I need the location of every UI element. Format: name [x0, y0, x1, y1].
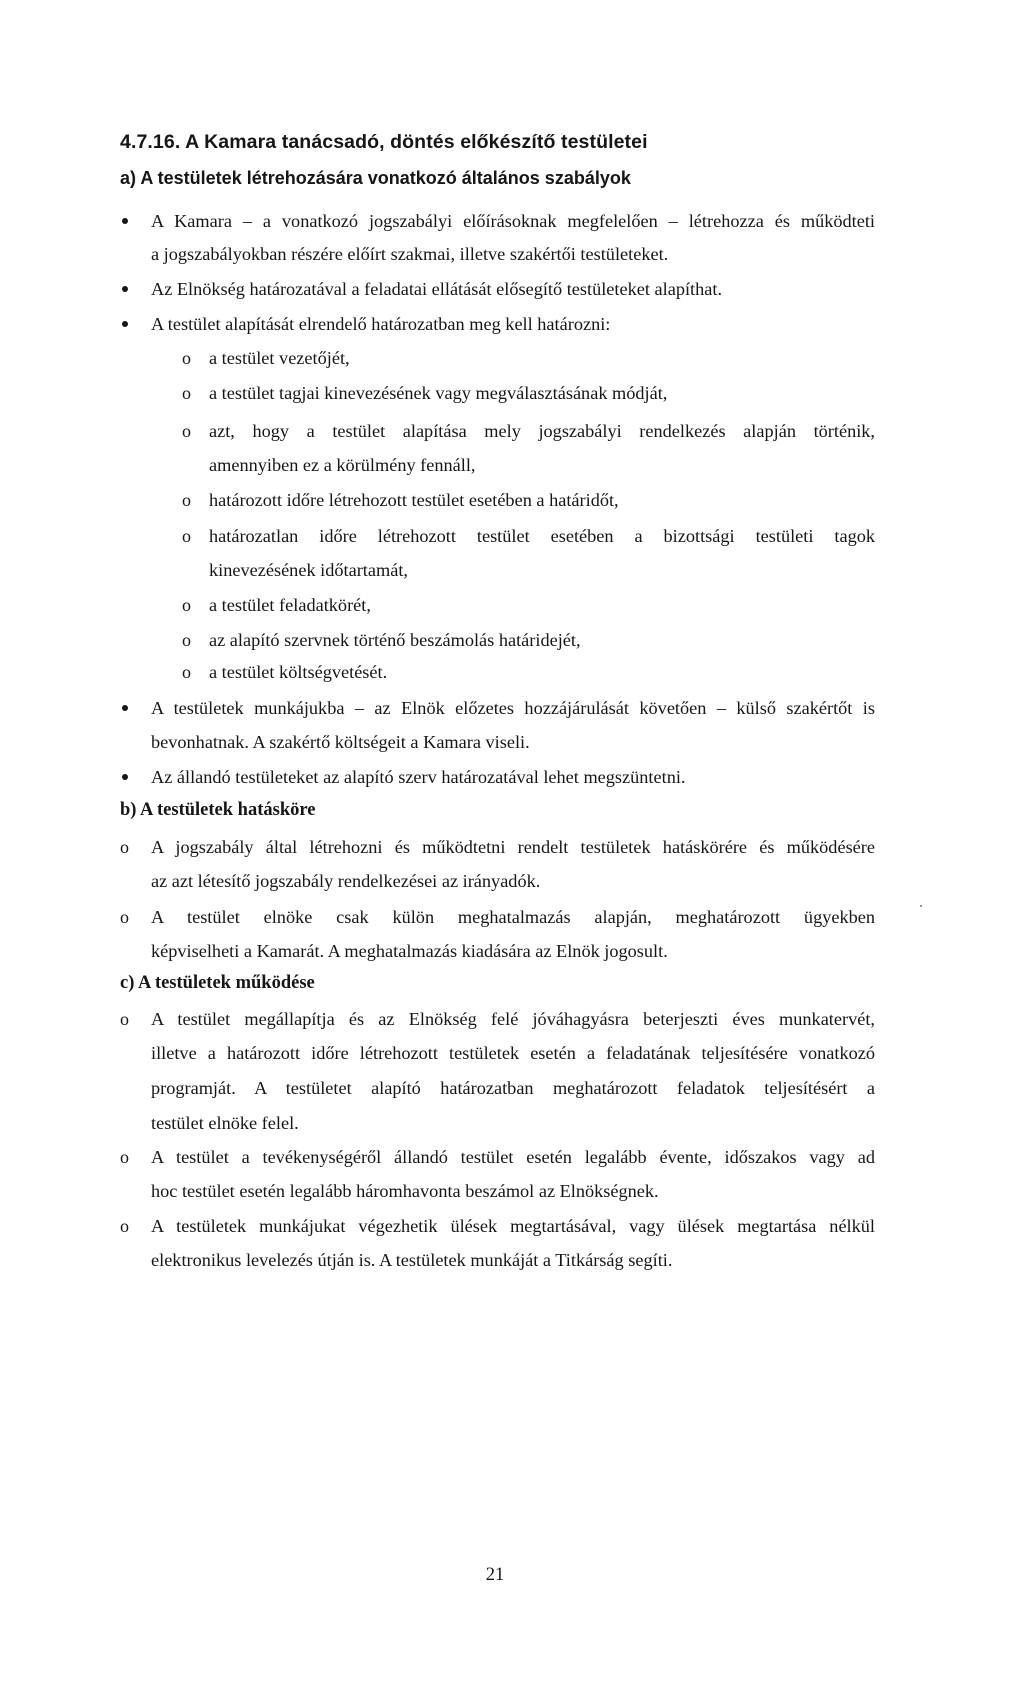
sub-bullet: o — [182, 421, 191, 441]
paragraph-line: Az Elnökség határozatával a feladatai ellátását elősegítő testületeket alapíthat. — [151, 279, 723, 299]
part-c-heading: c) A testületek működése — [120, 973, 315, 993]
list-item: az alapító szervnek történő beszámolás határidejét, — [209, 630, 581, 650]
bullet-dot — [122, 321, 128, 327]
sub-bullet: o — [120, 1147, 129, 1167]
list-item: azt, hogy a testület alapítása mely jogszabályi rendelkezés alapján történik, — [209, 421, 875, 441]
sub-bullet: o — [182, 630, 191, 650]
paragraph-line: az azt létesítő jogszabály rendelkezései az irányadók. — [151, 871, 541, 891]
paragraph-line: képviselheti a Kamarát. A meghatalmazás kiadására az Elnök jogosult. — [151, 941, 668, 961]
paragraph-line: Az állandó testületeket az alapító szerv határozatával lehet megszüntetni. — [151, 767, 686, 787]
part-a-heading: a) A testületek létrehozására vonatkozó általános szabályok — [120, 168, 631, 188]
list-item: határozott időre létrehozott testület esetében a határidőt, — [209, 490, 619, 510]
list-item: a testület feladatkörét, — [209, 595, 371, 615]
paragraph-line: A jogszabály által létrehozni és működtetni rendelt testületek hatáskörére és működésére — [151, 837, 875, 857]
paragraph-line: A Kamara – a vonatkozó jogszabályi előírásoknak megfelelően – létrehozza és működteti — [151, 211, 875, 231]
sub-bullet: o — [182, 348, 191, 368]
paragraph-line: a jogszabályokban részére előírt szakmai, illetve szakértői testületeket. — [151, 244, 669, 264]
list-item: a testület vezetőjét, — [209, 348, 350, 368]
sub-bullet: o — [182, 595, 191, 615]
bullet-dot — [122, 218, 128, 224]
paragraph-line: A testület alapítását elrendelő határozatban meg kell határozni: — [151, 314, 611, 334]
paragraph-line: elektronikus levelezés útján is. A testületek munkáját a Titkárság segíti. — [151, 1250, 673, 1270]
list-item: határozatlan időre létrehozott testület esetében a bizottsági testületi tagok — [209, 526, 875, 546]
sub-bullet: o — [120, 1009, 129, 1029]
sub-bullet: o — [120, 907, 129, 927]
paragraph-line: testület elnöke felel. — [151, 1113, 299, 1133]
list-item: a testület költségvetését. — [209, 662, 388, 682]
paragraph-line: A testületek munkájukat végezhetik ülések megtartásával, vagy ülések megtartása nélkül — [151, 1216, 875, 1236]
bullet-dot — [122, 774, 128, 780]
sub-bullet: o — [120, 1216, 129, 1236]
paragraph-line: A testület a tevékenységéről állandó testület esetén legalább évente, időszakos vagy ad — [151, 1147, 875, 1167]
page-number: 21 — [485, 1565, 505, 1585]
sub-bullet: o — [182, 526, 191, 546]
list-item: a testület tagjai kinevezésének vagy megválasztásának módját, — [209, 383, 668, 403]
paragraph-line: programját. A testületet alapító határozatban meghatározott feladatok teljesítésért a — [151, 1078, 875, 1098]
paragraph-line: illetve a határozott időre létrehozott testületek esetén a feladatának teljesítésére vonatkozó — [151, 1043, 875, 1063]
sub-bullet: o — [120, 837, 129, 857]
sub-bullet: o — [182, 490, 191, 510]
bullet-dot — [122, 705, 128, 711]
paragraph-line: A testületek munkájukba – az Elnök előzetes hozzájárulását követően – külső szakértőt is — [151, 698, 875, 718]
list-item: kinevezésének időtartamát, — [209, 560, 408, 580]
list-item: amennyiben ez a körülmény fennáll, — [209, 455, 476, 475]
section-title: 4.7.16. A Kamara tanácsadó, döntés előkészítő testületei — [120, 131, 648, 153]
paragraph-line: A testület elnöke csak külön meghatalmazás alapján, meghatározott ügyekben — [151, 907, 875, 927]
paragraph-line: A testület megállapítja és az Elnökség felé jóváhagyásra beterjeszti éves munkatervét, — [151, 1009, 875, 1029]
paragraph-line: hoc testület esetén legalább háromhavonta beszámol az Elnökségnek. — [151, 1181, 659, 1201]
scan-speck — [920, 905, 922, 907]
paragraph-line: bevonhatnak. A szakértő költségeit a Kamara viseli. — [151, 732, 530, 752]
sub-bullet: o — [182, 383, 191, 403]
sub-bullet: o — [182, 662, 191, 682]
part-b-heading: b) A testületek hatásköre — [120, 800, 316, 820]
bullet-dot — [122, 286, 128, 292]
